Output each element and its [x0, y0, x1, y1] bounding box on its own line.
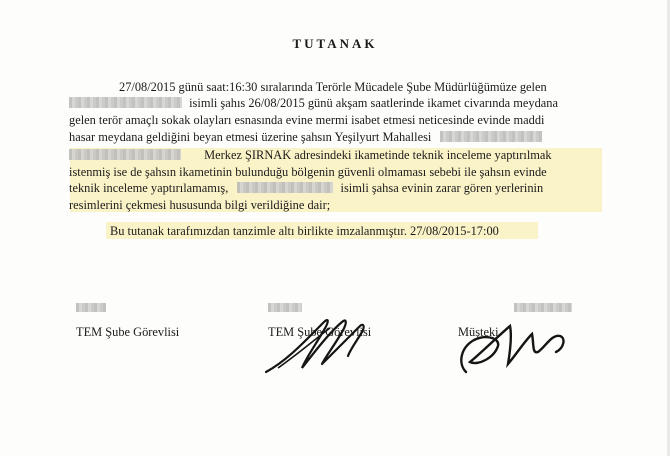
body-line-1	[119, 80, 547, 94]
redacted-address-2	[69, 149, 181, 160]
body-line-4	[69, 130, 542, 144]
redacted-complainant-name	[514, 303, 572, 312]
complainant-signature	[452, 312, 582, 382]
closing-line	[110, 224, 499, 238]
body-line-8-text: resimlerini çekmesi hususunda bilgi verildiğine dair;	[69, 198, 331, 212]
body-line-5-text: Merkez ŞIRNAK adresindeki ikametinde teknik inceleme yaptırılmak	[204, 148, 552, 162]
body-line-2	[69, 96, 558, 110]
body-line-5	[69, 148, 552, 162]
body-line-8	[69, 198, 330, 212]
redacted-officer-1-name	[76, 303, 106, 312]
body-line-7-text-b: isimli şahsa evinin zarar gören yerlerinin	[340, 181, 544, 195]
body-line-7-text-a: teknik inceleme yaptırılamamış,	[69, 181, 229, 195]
body-line-7	[69, 181, 543, 195]
body-line-1-text: 27/08/2015 günü saat:16:30 sıralarında Terörle Mücadele Şube Müdürlüğümüze gelen	[119, 80, 547, 94]
body-line-6	[69, 165, 547, 179]
officer-2-signature	[258, 310, 388, 380]
body-line-2-text: isimli şahıs 26/08/2015 günü akşam saatlerinde ikamet civarında meydana	[189, 96, 558, 110]
body-line-3-text: gelen terör amaçlı sokak olayları esnasında evine mermi isabet etmesi neticesinde evinde maddi	[69, 113, 545, 127]
officer-1-label: TEM Şube Görevlisi	[76, 325, 180, 339]
closing-text: Bu tutanak tarafımızdan tanzimle altı birlikte imzalanmıştır. 27/08/2015-17:00	[110, 224, 499, 238]
redacted-address-1	[440, 131, 542, 142]
document-title: TUTANAK	[292, 36, 378, 51]
officer-2-label: TEM Şube Görevlisi	[268, 325, 372, 339]
redacted-name-2	[237, 182, 333, 193]
body-line-4-text: hasar meydana geldiğini beyan etmesi üzerine şahsın Yeşilyurt Mahallesi	[69, 130, 432, 144]
body-line-6-text: istenmiş ise de şahsın ikametinin bulunduğu bölgenin güvenli olmaması sebebi ile şahsın evinde	[69, 165, 547, 179]
body-line-3	[69, 113, 545, 127]
complainant-label: Müşteki	[458, 325, 499, 339]
redacted-name-1	[69, 97, 182, 108]
